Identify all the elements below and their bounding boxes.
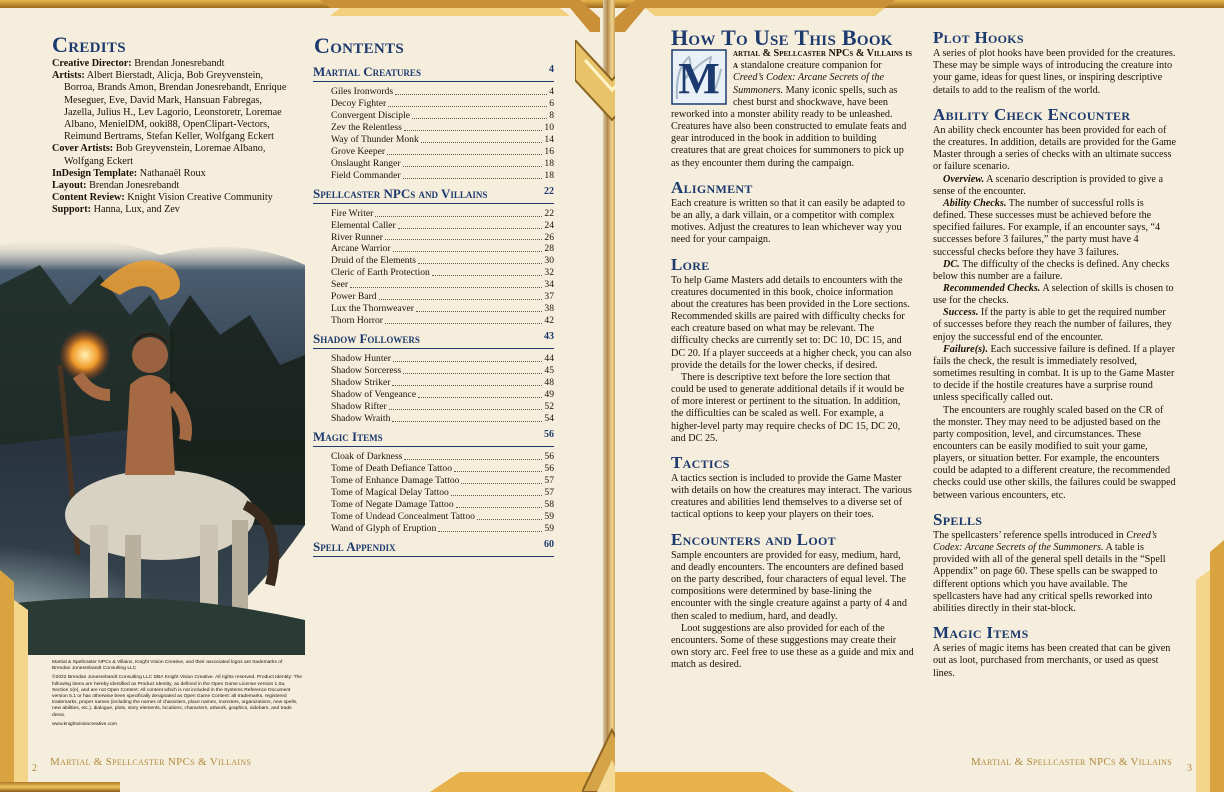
credit-row (52, 58, 292, 70)
toc-entry-page: 14 (544, 133, 554, 145)
credit-value: Knight Vision Creative Community (124, 192, 273, 204)
toc-entry-page: 59 (544, 522, 554, 534)
toc-entry-name: Elemental Caller (331, 219, 396, 231)
toc-entry-page: 34 (544, 279, 554, 291)
toc-entry[interactable] (331, 523, 554, 535)
toc-entry-page: 8 (549, 109, 554, 121)
toc-entry-page: 57 (544, 486, 554, 498)
leader-dots (393, 353, 542, 362)
ability-check-item (933, 174, 1176, 198)
credit-row (52, 168, 292, 180)
top-frame-ornament (615, 0, 915, 32)
leader-dots (392, 413, 542, 422)
toc-entry-name: Grove Keeper (331, 145, 386, 157)
credit-label: Cover Artists: (52, 143, 114, 155)
toc-entry[interactable] (331, 291, 554, 303)
leader-dots (375, 208, 542, 217)
intro-lead: artial & Spellcaster NPCs & Villains is a (733, 48, 912, 72)
toc-section-title: Spell Appendix (313, 538, 396, 554)
leader-dots (403, 158, 543, 167)
toc-entry[interactable] (331, 511, 554, 523)
toc-entry[interactable] (331, 122, 554, 134)
leader-dots (456, 499, 543, 508)
toc-entry[interactable] (331, 389, 554, 401)
lore-title: Lore (671, 254, 710, 274)
toc-entry[interactable] (331, 377, 554, 389)
toc-entries (313, 353, 554, 425)
toc-entry-name: Way of Thunder Monk (331, 133, 419, 145)
toc-entry-page: 4 (549, 86, 554, 97)
toc-entry-name: Arcane Warrior (331, 243, 391, 255)
how-to-use-title: How To Use This Book (671, 25, 893, 50)
page-number: 2 (32, 763, 37, 774)
page-number: 3 (1187, 763, 1192, 774)
book-title: Creed’s Codex: Arcane Secrets of the Summoners. (733, 72, 884, 96)
legal-notice (52, 660, 302, 731)
credit-label: Layout: (52, 180, 87, 192)
leader-dots (379, 291, 543, 300)
item-text: A selection of skills is chosen to use for the checks. (933, 282, 1174, 307)
toc-entry-name: Decoy Fighter (331, 97, 387, 109)
magic-items-title: Magic Items (933, 623, 1029, 643)
toc-entry-name: Giles Ironwords (331, 86, 394, 97)
credit-value: Brendan Jonesrebandt (86, 180, 180, 192)
toc-entries (313, 86, 554, 182)
bottom-frame (0, 782, 120, 792)
toc-entry[interactable] (331, 170, 554, 182)
toc-entry[interactable] (331, 303, 554, 315)
toc-entry-page: 45 (544, 365, 554, 377)
tactics-title: Tactics (671, 452, 730, 472)
right-page (615, 0, 1224, 792)
toc-entry-page: 26 (544, 231, 554, 243)
right-column-1 (671, 25, 914, 671)
spells-title: Spells (933, 509, 983, 529)
right-column-2 (933, 28, 1176, 680)
toc-entry-page: 37 (544, 291, 554, 303)
toc-entry[interactable] (331, 158, 554, 170)
toc-entry-page: 44 (544, 353, 554, 365)
toc-entry[interactable] (331, 463, 554, 475)
toc-entry[interactable] (331, 98, 554, 110)
toc-section-title: Shadow Followers (313, 331, 420, 347)
leader-dots (438, 523, 542, 532)
bottom-frame-ornament (615, 772, 794, 792)
encounters-text: Sample encounters are provided for easy, medium, hard, and deadly encounters. The encounters are defined based on the party described, four characters of equal level. The compositions were determined by base-lining the encounter with the single creature against a party of 4 and then scaled to medium, hard, and deadly. (671, 549, 907, 622)
toc-entry-name: Shadow of Vengeance (331, 389, 417, 401)
toc-entry-page: 30 (544, 255, 554, 267)
toc-entry-page: 57 (544, 474, 554, 486)
lore-text: There is descriptive text before the lore section that could be used to generate additional details if it would be of more interest or pertinent to the situation. In addition, the difficulties can be scaled as well. For example, a higher-level party may require checks of DC 15, DC 20, and DC 25. (671, 371, 905, 444)
toc-entry-page: 54 (544, 412, 554, 424)
toc-section-shadow-followers[interactable] (313, 331, 554, 349)
dropcap-letter (671, 49, 727, 105)
toc-entry-page: 49 (544, 389, 554, 401)
toc-entry-name: Onslaught Ranger (331, 157, 401, 169)
toc-entry-name: Seer (331, 279, 349, 291)
trademark-notice: Martial & Spellcaster NPCs & Villains, Knight Vision Creative, and their associated logos are trademarks of Brendan Jonesrebandt Consulting LLC (52, 660, 283, 672)
toc-entry[interactable] (331, 451, 554, 463)
toc-entry-name: Tome of Undead Concealment Tattoo (331, 510, 475, 522)
copyright-notice: ©2022 Brendan Jonesrebandt Consulting LLC DBA Knight Vision Creative. All rights reserved. Product Identity: The following items are hereby identified as Product Identity, as defined in the Open Game License version 1.0a, Section 1(e), and are not Open Content: All content which is not included in the Systems Reference Document version 5.1 or has otherwise been specifically designated as Open Game Content: all trademarks, registered trademarks, proper names (including the names of characters, place names, monsters, organizations, new spells, new abilities, etc.), dialogue, plots, story elements, locations, characters, artwork, graphics, sidebars, and trade dress. (52, 675, 302, 718)
item-label: DC. (943, 258, 960, 270)
toc-entry-page: 58 (544, 498, 554, 510)
toc-section-spell-appendix[interactable] (313, 539, 554, 557)
leader-dots (385, 315, 542, 324)
toc-entry[interactable] (331, 220, 554, 232)
credit-value: Bob Greyvenstein, Loremae Albano, Wolfgang Eckert (64, 143, 266, 167)
page-footer: Martial & Spellcaster NPCs & Villains (50, 756, 252, 768)
toc-entry-page: 56 (544, 450, 554, 462)
toc-entry[interactable] (331, 267, 554, 279)
ability-check-item (933, 198, 1176, 259)
item-label: Overview. (943, 173, 985, 185)
spells-text-part: The spellcasters’ reference spells introduced in (933, 529, 1127, 541)
book-title: Creed’s Codex: Arcane Secrets of the Summoners. (933, 529, 1157, 554)
credit-value: Albert Bierstadt, Alicja, Bob Greyvenstein, Borroa, Brands Amon, Brendan Jonesrebandt, Enrique Meseguer, Eve, David Mark, Hansuan Fabregas, Jazella, Julius H., Lev Lagorio, Leonstoretr, Loremae Albano, MenielDM, ooki88, OpenClipart-Vectors, Reimund Bertrams, Stefan Keller, Wolfgang Eckert (64, 70, 287, 143)
toc-entry-name: Druid of the Elements (331, 255, 416, 267)
leader-dots (418, 255, 542, 264)
toc-entry-name: Convergent Disciple (331, 109, 410, 121)
top-frame-ornament (300, 0, 600, 32)
toc-entry-page: 6 (549, 97, 554, 109)
credit-value: Brendan Jonesrebandt (131, 58, 225, 69)
toc-entry-name: Thorn Horror (331, 315, 383, 327)
toc-entry-page: 32 (544, 267, 554, 279)
credit-row (52, 70, 292, 143)
intro-text: standalone creature companion for (738, 60, 882, 72)
toc-entry-name: Shadow Sorceress (331, 365, 402, 377)
toc-entry[interactable] (331, 243, 554, 255)
ability-check-text: The encounters are roughly scaled based on the CR of the monster. They may need to be adjusted based on the party composition, level, and circumstances. These encounters can be easily modified to suit your game, players, or situation better. For example, the encounters could be adapted to a different creature, the recommended checks could use other skills, the failures could be swapped between various encounters, etc. (933, 404, 1176, 501)
toc-entry[interactable] (331, 208, 554, 220)
toc-entry[interactable] (331, 255, 554, 267)
toc-entry-name: Shadow Striker (331, 377, 391, 389)
leader-dots (385, 232, 542, 241)
item-text: The number of successful rolls is defined. These successes must be achieved before the specified failures. For example, if an encounter says, “4 successes before 3 failures,” the party must have 4 successful checks before they have 3 failures. (933, 197, 1161, 258)
toc-entry[interactable] (331, 487, 554, 499)
toc-entry-page: 42 (544, 315, 554, 327)
toc-entry-page: 18 (544, 157, 554, 169)
credit-value: Hanna, Lux, and Zev (91, 204, 180, 216)
leader-dots (389, 401, 543, 410)
item-text: If the party is able to get the required number of successes before they reach the number of failures, they enjoy the successful end of the encounter. (933, 307, 1172, 343)
spells-text-part: A table is provided with all of the general spell details in the “Spell Appendix” on page 60. These spells can be swapped to different options which you have available. The spellcasters have had any critical spells reworked into abilities directly in their stat-block. (933, 542, 1166, 614)
toc-entry-page: 48 (544, 377, 554, 389)
toc-entry-page: 18 (544, 169, 554, 181)
toc-entry-page: 24 (544, 219, 554, 231)
credit-row (52, 192, 292, 204)
leader-dots (416, 303, 542, 312)
leader-dots (461, 475, 542, 484)
lore-text: To help Game Masters add details to encounters with the creatures documented in this book, choice information about the creatures has been provided in the Lore sections. Recommended skills are paired with difficulty checks for each creature based on what may be relevant. The difficulty checks are currently set to: DC 10, DC 15, and DC 20. If a player succeeds at a higher check, you can also provide the details for the lower checks, if desired. (671, 274, 912, 371)
toc-entry-name: River Runner (331, 231, 383, 243)
leader-dots (392, 377, 542, 386)
intro-text: Many iconic spells, such as chest burst and shockwave, have been reworked into a monster ability ready to be unleashed. Creatures have also been constructed to emulate feats and gear introduced in the book in addition to building creatures that are great choices for summoners to pick up as they encounter them during the campaign. (671, 84, 907, 169)
toc-entry-page: 22 (544, 207, 554, 219)
credit-row (52, 180, 292, 192)
toc-entry[interactable] (331, 413, 554, 425)
leader-dots (403, 365, 542, 374)
dropcap-text: M (678, 54, 720, 104)
toc-entry-name: Shadow Wraith (331, 412, 391, 424)
toc-section-martial-creatures[interactable] (313, 64, 554, 82)
toc-entry[interactable] (331, 365, 554, 377)
toc-entry[interactable] (331, 401, 554, 413)
toc-entries (313, 208, 554, 328)
plot-hooks-text: A series of plot hooks have been provided for the creatures. These may be simple ways of introducing the creature into your game, ideas for quest lines, or inspiring descriptive details to add to the realism of the world. (933, 48, 1176, 96)
left-frame-ornament (0, 570, 40, 792)
alignment-text: Each creature is written so that it can easily be adapted to be an ally, a dark villain, or a competitor with complex motives. Adjust the creatures to lean whichever way you need for your campaign. (671, 197, 905, 246)
spells-text (933, 530, 1176, 615)
toc-entry-name: Zev the Relentless (331, 121, 402, 133)
toc-section-page: 56 (544, 428, 554, 440)
ability-check-item (933, 283, 1176, 307)
toc-entry[interactable] (331, 86, 554, 98)
leader-dots (398, 220, 543, 229)
leader-dots (393, 243, 543, 252)
toc-entry-name: Tome of Enhance Damage Tattoo (331, 474, 460, 486)
leader-dots (395, 86, 547, 95)
toc-entry-name: Tome of Magical Delay Tattoo (331, 486, 449, 498)
ability-check-item (933, 259, 1176, 283)
ability-check-item (933, 344, 1176, 405)
leader-dots (412, 110, 547, 119)
leader-dots (418, 389, 542, 398)
leader-dots (451, 487, 543, 496)
toc-entry-page: 38 (544, 303, 554, 315)
toc-entry[interactable] (331, 134, 554, 146)
toc-entry-name: Lux the Thornweaver (331, 303, 414, 315)
credit-row (52, 143, 292, 167)
leader-dots (387, 146, 542, 155)
credit-label: Creative Director: (52, 58, 132, 69)
toc-section-magic-items[interactable] (313, 429, 554, 447)
leader-dots (432, 267, 543, 276)
toc-section-title: Spellcaster NPCs and Villains (313, 185, 488, 201)
toc-section-page: 43 (544, 331, 554, 343)
toc-entries (313, 451, 554, 535)
right-frame-ornament (1184, 540, 1224, 792)
leader-dots (404, 122, 543, 131)
toc-entry-name: Power Bard (331, 291, 377, 303)
toc-section-title: Martial Creatures (313, 64, 421, 79)
item-label: Ability Checks. (943, 197, 1007, 209)
ability-check-item (933, 307, 1176, 343)
encounters-text: Loot suggestions are also provided for each of the encounters. Some of these suggestions may create their own story arc. Feel free to use these as a guide and mix and match as desired. (671, 622, 914, 671)
item-text: A scenario description is provided to give a sense of the encounter. (933, 173, 1164, 197)
toc-entry[interactable] (331, 499, 554, 511)
toc-entry-name: Wand of Glyph of Eruption (331, 522, 437, 534)
leader-dots (350, 279, 542, 288)
leader-dots (454, 463, 542, 472)
toc-entry[interactable] (331, 146, 554, 158)
toc-entry-name: Shadow Rifter (331, 400, 387, 412)
credit-label: InDesign Template: (52, 167, 138, 179)
intro-paragraph (671, 48, 914, 170)
toc-entry-name: Field Commander (331, 169, 401, 181)
toc-section-page: 60 (544, 538, 554, 550)
credits-title: Credits (52, 32, 126, 57)
credit-label: Artists: (52, 70, 85, 82)
toc-entry[interactable] (331, 475, 554, 487)
magic-items-text: A series of magic items has been created that can be given out as loot, purchased from merchants, or used as quest lines. (933, 643, 1171, 679)
toc-section-page: 4 (549, 64, 554, 75)
page-footer: Martial & Spellcaster NPCs & Villains (970, 756, 1172, 768)
credit-value: Nathanaël Roux (137, 167, 206, 179)
contents-title: Contents (314, 33, 404, 58)
credits-list (52, 58, 292, 217)
toc-entry-name: Tome of Negate Damage Tattoo (331, 498, 454, 510)
toc-entry-page: 10 (544, 121, 554, 133)
toc-entry-page: 28 (544, 243, 554, 255)
toc-section-spellcasters[interactable] (313, 186, 554, 204)
tactics-text: A tactics section is included to provide the Game Master with details on how the creatures may interact. The various creatures and abilities lend themselves to a diverse set of tactical options to keep your players on their toes. (671, 473, 912, 521)
leader-dots (404, 451, 542, 460)
toc-entry[interactable] (331, 232, 554, 244)
toc-entry-page: 52 (544, 400, 554, 412)
toc-entry[interactable] (331, 353, 554, 365)
toc-entry-page: 59 (544, 510, 554, 522)
ability-check-title: Ability Check Encounter (933, 104, 1131, 124)
item-text: The difficulty of the checks is defined. Any checks below this number are a failure. (933, 258, 1170, 282)
toc-entry[interactable] (331, 279, 554, 291)
toc-entry-page: 16 (544, 145, 554, 157)
toc-entry-name: Tome of Death Defiance Tattoo (331, 462, 453, 474)
website-link[interactable]: www.knightvisioncreative.com (52, 721, 117, 727)
item-label: Recommended Checks. (943, 282, 1041, 294)
item-label: Failure(s). (943, 343, 988, 355)
toc-entry-name: Shadow Hunter (331, 353, 391, 365)
toc-entry-page: 56 (544, 462, 554, 474)
toc-entry-name: Cleric of Earth Protection (331, 267, 430, 279)
toc-section-title: Magic Items (313, 428, 383, 444)
toc-entry-name: Fire Writer (331, 207, 374, 219)
toc-entry[interactable] (331, 110, 554, 122)
leader-dots (477, 511, 542, 520)
item-text: Each successive failure is defined. If a player fails the check, the result is immediately resolved, sometimes resulting in combat. It is up to the Game Master to decide if the hostile creatures have a surprise round unless specifically called out. (933, 343, 1175, 404)
credit-row (52, 204, 292, 216)
leader-dots (388, 98, 547, 107)
toc-entry[interactable] (331, 315, 554, 327)
plot-hooks-title: Plot Hooks (933, 28, 1024, 47)
credit-label: Support: (52, 204, 92, 216)
centaur-illustration (0, 225, 305, 655)
encounters-title: Encounters and Loot (671, 529, 836, 549)
ability-check-text: An ability check encounter has been provided for each of the creatures. In addition, details are provided for the Game Master through a series of checks with an ultimate success or failure scenario. (933, 124, 1176, 173)
toc-entry-name: Cloak of Darkness (331, 450, 403, 462)
credit-label: Content Review: (52, 192, 125, 204)
item-label: Success. (943, 307, 979, 319)
left-page (0, 0, 609, 792)
leader-dots (403, 170, 543, 179)
toc-section-page: 22 (544, 185, 554, 197)
leader-dots (421, 134, 543, 143)
table-of-contents (313, 60, 554, 557)
alignment-title: Alignment (671, 177, 753, 197)
